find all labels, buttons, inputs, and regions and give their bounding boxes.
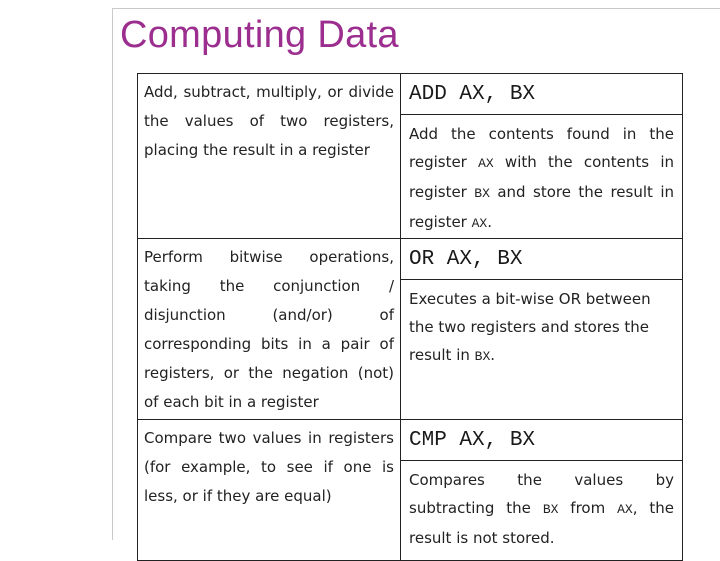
description-text: Perform bitwise operations, taking the conjunction / disjunction (and/or) of corresponding bits in a pair of registers, or the negation (not) of each bit in a register (144, 248, 394, 411)
page-title: Computing Data (120, 14, 399, 56)
description-cell (138, 420, 401, 561)
instruction-code: CMP AX, BX (401, 420, 682, 461)
decorative-horizontal-line (112, 8, 720, 9)
table-row (138, 74, 683, 239)
description-text: Add, subtract, multiply, or divide the values of two registers, placing the result in a register (144, 83, 394, 159)
register-name: BX (542, 502, 559, 517)
instruction-cell (401, 239, 683, 420)
instruction-code: OR AX, BX (401, 239, 682, 280)
description-cell (138, 239, 401, 420)
description-text: Compare two values in registers (for example, to see if one is less, or if they are equal) (144, 429, 394, 505)
description-cell (138, 74, 401, 239)
instruction-cell (401, 420, 683, 561)
table-row (138, 239, 683, 420)
instruction-code: ADD AX, BX (401, 74, 682, 115)
register-name: BX (474, 349, 491, 364)
register-name: AX (478, 156, 494, 171)
decorative-vertical-line (112, 8, 113, 540)
register-name: BX (474, 186, 490, 201)
instruction-cell (401, 74, 683, 239)
operations-table (137, 73, 683, 561)
register-name: AX (617, 502, 633, 517)
instruction-explanation: Executes a bit-wise OR between the two registers and stores the result in BX. (409, 290, 651, 364)
instruction-explanation: Add the contents found in the register AX with the contents in register BX and store the result in register AX. (409, 125, 674, 231)
instruction-explanation: Compares the values by subtracting the BX from AX, the result is not stored. (409, 471, 674, 547)
register-name: AX (471, 216, 488, 231)
table-row (138, 420, 683, 561)
